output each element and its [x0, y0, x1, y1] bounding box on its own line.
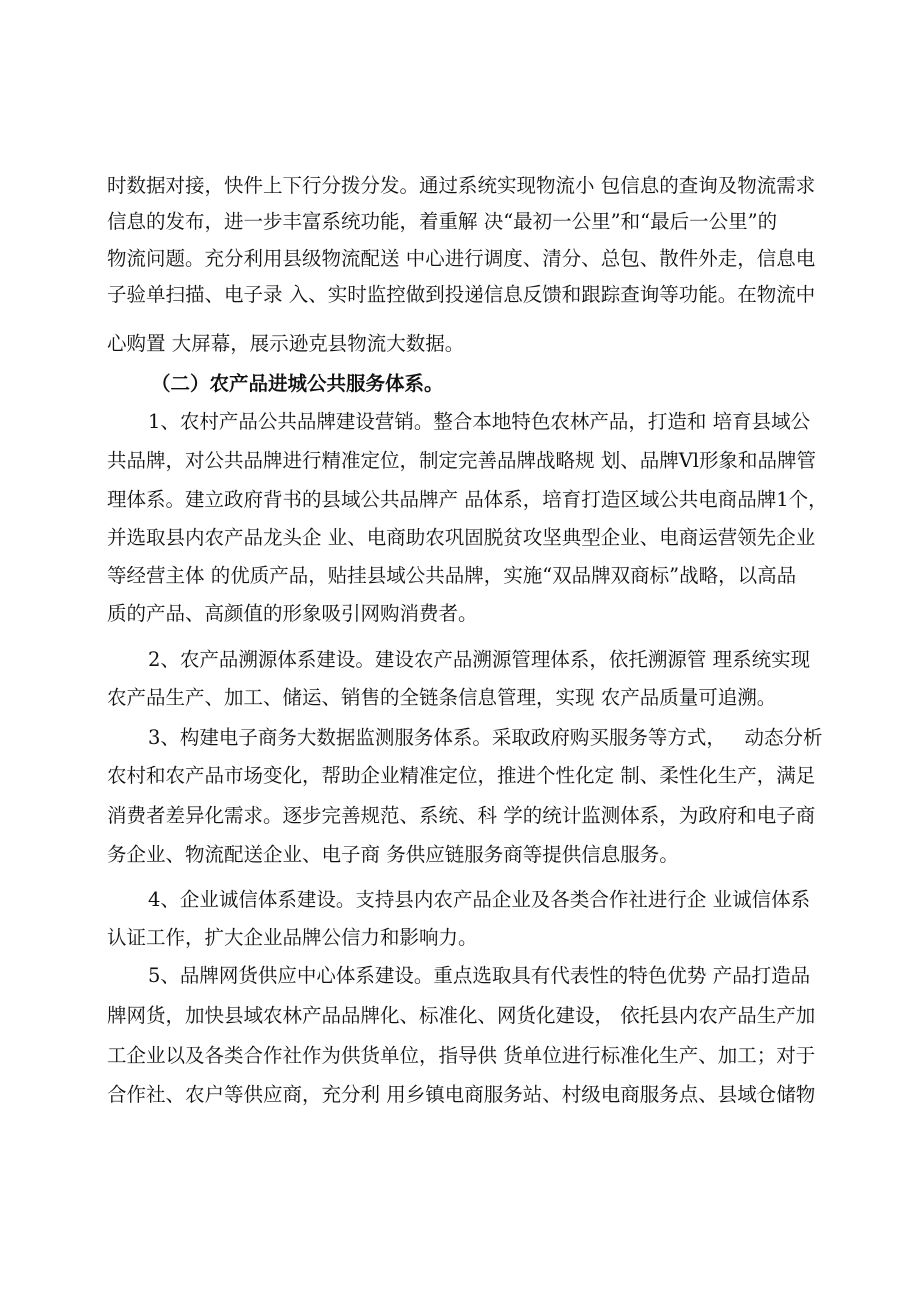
text-line: 子验单扫描、电子录 入、实时监控做到投递信息反馈和跟踪查询等功能。在物流中: [107, 283, 816, 306]
paragraph-first-line: 3、构建电子商务大数据监测服务体系。采取政府购买服务等方式， 动态分析: [148, 726, 823, 749]
text-line: 共品牌，对公共品牌进行精准定位，制定完善品牌战略规 划、品牌Vl形象和品牌管: [107, 449, 817, 472]
text-line: 心购置 大屏幕，展示逊克县物流大数据。: [107, 332, 465, 355]
text-line: 农村和农产品市场变化，帮助企业精准定位，推进个性化定 制、柔性化生产，满足: [107, 764, 816, 787]
text-line: 工企业以及各类合作社作为供货单位，指导供 货单位进行标准化生产、加工；对于: [107, 1044, 816, 1067]
text-line: 牌网货，加快县域农林产品品牌化、标准化、网货化建设， 依托县内农产品生产加: [107, 1004, 816, 1027]
text-line: 合作社、农户等供应商，充分利 用乡镇电商服务站、村级电商服务点、县域仓储物: [107, 1083, 816, 1106]
text-line: 并选取县内农产品龙头企 业、电商助农巩固脱贫攻坚典型企业、电商运营领先企业: [107, 526, 816, 549]
text-line: 农产品生产、加工、储运、销售的全链条信息管理，实现 农产品质量可追溯。: [107, 686, 777, 709]
text-line: 质的产品、高颜值的形象吸引网购消费者。: [107, 602, 478, 625]
text-line: 务企业、物流配送企业、电子商 务供应链服务商等提供信息服务。: [107, 843, 679, 866]
paragraph-first-line: 2、农产品溯源体系建设。建设农产品溯源管理体系，依托溯源管 理系统实现: [148, 648, 811, 671]
text-line: 消费者差异化需求。逐步完善规范、系统、科 学的统计监测体系，为政府和电子商: [107, 804, 816, 827]
paragraph-first-line: 1、农村产品公共品牌建设营销。整合本地特色农林产品，打造和 培育县域公: [148, 410, 811, 433]
text-line: 等经营主体 的优质产品，贴挂县域公共品牌，实施“双品牌双商标”战略，以高品: [107, 564, 797, 587]
section-heading: （二）农产品进城公共服务体系。: [151, 372, 444, 395]
paragraph-first-line: 4、企业诚信体系建设。支持县内农产品企业及各类合作社进行企 业诚信体系: [148, 888, 811, 911]
text-line: 认证工作，扩大企业品牌公信力和影响力。: [107, 926, 478, 949]
text-line: 信息的发布，进一步丰富系统功能，着重解 决“最初一公里”和“最后一公里”的: [107, 210, 778, 233]
text-line: 理体系。建立政府背书的县域公共品牌产 品体系，培育打造区域公共电商品牌1个，: [107, 488, 828, 511]
paragraph-first-line: 5、品牌网货供应中心体系建设。重点选取具有代表性的特色优势 产品打造品: [148, 964, 811, 987]
text-line: 物流问题。充分利用县级物流配送 中心进行调度、清分、总包、散件外走，信息电: [107, 247, 816, 270]
text-line: 时数据对接，快件上下行分拨分发。通过系统实现物流小 包信息的查询及物流需求: [107, 174, 816, 197]
